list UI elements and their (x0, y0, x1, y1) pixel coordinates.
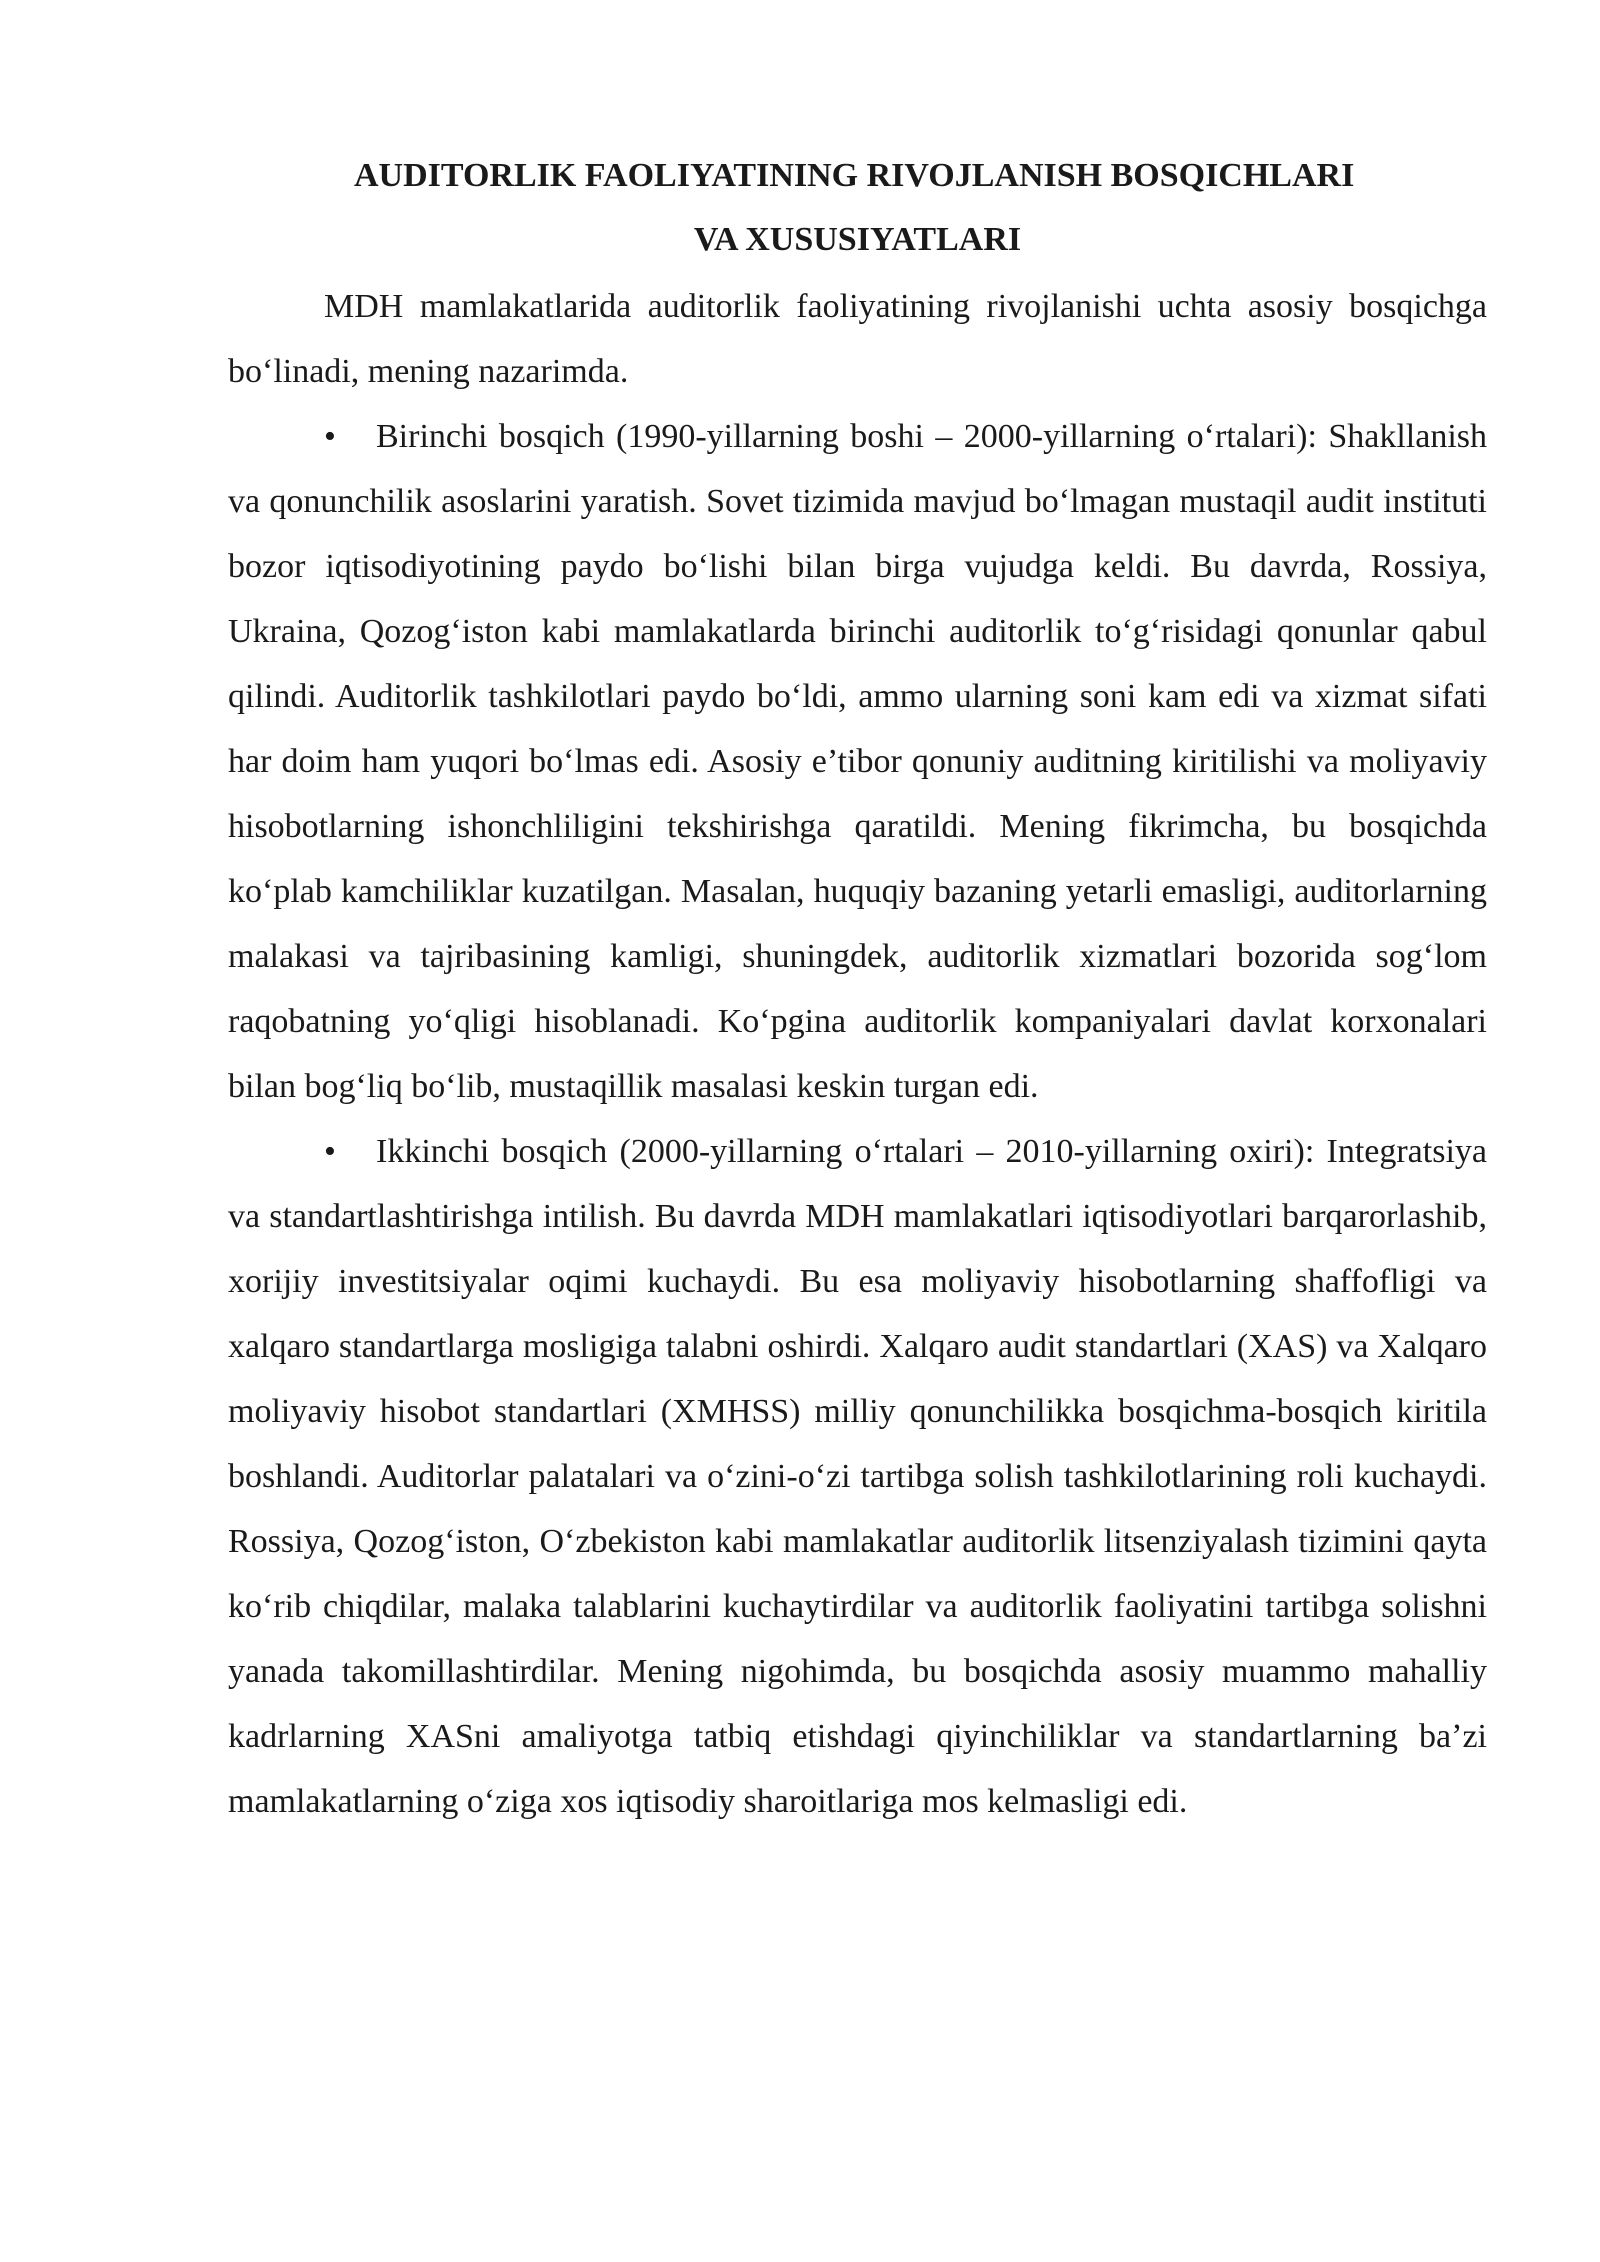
title-line-1: AUDITORLIK FAOLIYATINING RIVOJLANISH BOSQICHLARI (354, 157, 1355, 194)
title-line-2: VA XUSUSIYATLARI (693, 221, 1022, 258)
stage-paragraph-2 (228, 1119, 1487, 1834)
bullet-icon: • (324, 418, 336, 455)
bullet-icon: • (324, 1133, 336, 1170)
stage-text-1: Birinchi bosqich (1990-yillarning boshi – 2000-yillarning oʻrtalari): Shakllanish va qonunchilik asoslarini yaratish. Sovet tizimida mavjud boʻlmagan mustaqil audit instituti bozor iqtisodiyotining paydo boʻlishi bilan birga vujudga keldi. Bu davrda, Rossiya, Ukraina, Qozogʻiston kabi mamlakatlarda birinchi auditorlik toʻgʻrisidagi qonunlar qabul qilindi. Auditorlik tashkilotlari paydo boʻldi, ammo ularning soni kam edi va xizmat sifati har doim ham yuqori boʻlmas edi. Asosiy e’tibor qonuniy auditning kiritilishi va moliyaviy hisobotlarning ishonchliligini tekshirishga qaratildi. Mening fikrimcha, bu bosqichda koʻplab kamchiliklar kuzatilgan. Masalan, huquqiy bazaning yetarli emasligi, auditorlarning malakasi va tajribasining kamligi, shuningdek, auditorlik xizmatlari bozorida sogʻlom raqobatning yoʻqligi hisoblanadi. Koʻpgina auditorlik kompaniyalari davlat korxonalari bilan bogʻliq boʻlib, mustaqillik masalasi keskin turgan edi. (228, 418, 1487, 1105)
document-body (228, 274, 1487, 1834)
intro-paragraph: MDH mamlakatlarida auditorlik faoliyatining rivojlanishi uchta asosiy bosqichga boʻlinadi, mening nazarimda. (228, 288, 1487, 390)
stage-text-2: Ikkinchi bosqich (2000-yillarning oʻrtalari – 2010-yillarning oxiri): Integratsiya va standartlashtirishga intilish. Bu davrda MDH mamlakatlari iqtisodiyotlari barqarorlashib, xorijiy investitsiyalar oqimi kuchaydi. Bu esa moliyaviy hisobotlarning shaffofligi va xalqaro standartlarga mosligiga talabni oshirdi. Xalqaro audit standartlari (XAS) va Xalqaro moliyaviy hisobot standartlari (XMHSS) milliy qonunchilikka bosqichma-bosqich kiritila boshlandi. Auditorlar palatalari va oʻzini-oʻzi tartibga solish tashkilotlarining roli kuchaydi. Rossiya, Qozogʻiston, Oʻzbekiston kabi mamlakatlar auditorlik litsenziyalash tizimini qayta koʻrib chiqdilar, malaka talablarini kuchaytirdilar va auditorlik faoliyatini tartibga solishni yanada takomillashtirdilar. Mening nigohimda, bu bosqichda asosiy muammo mahalliy kadrlarning XASni amaliyotga tatbiq etishdagi qiyinchiliklar va standartlarning baʼzi mamlakatlarning oʻziga xos iqtisodiy sharoitlariga mos kelmasligi edi. (228, 1133, 1487, 1820)
stage-paragraph-1 (228, 404, 1487, 1119)
document-page (228, 0, 1487, 2262)
document-title (228, 144, 1487, 272)
